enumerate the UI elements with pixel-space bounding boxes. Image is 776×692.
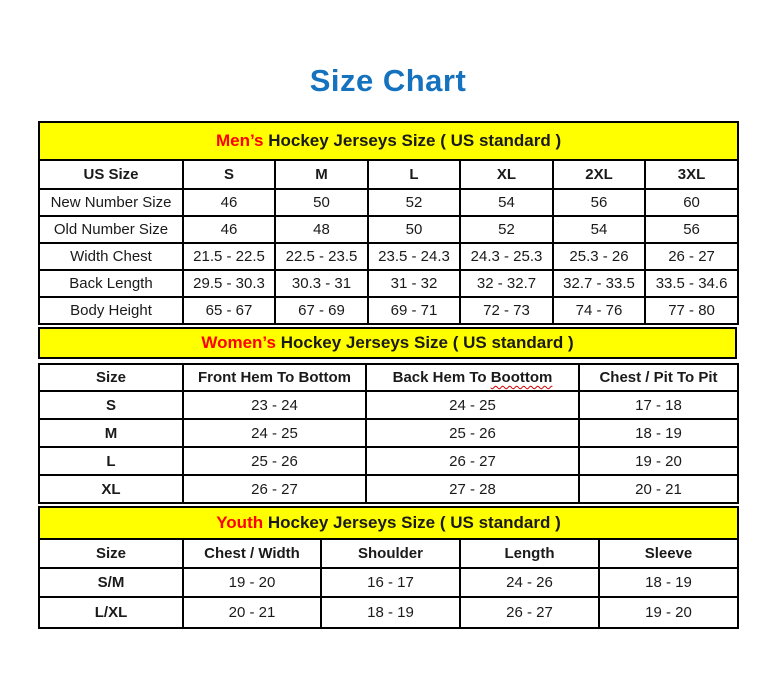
- size-value-cell: 54: [460, 189, 553, 216]
- row-label: M: [39, 419, 183, 447]
- size-value-cell: 33.5 - 34.6: [645, 270, 738, 297]
- size-value-cell: 18 - 19: [599, 568, 738, 597]
- column-header-text: Back Hem To: [392, 369, 491, 386]
- row-label: Back Length: [39, 270, 183, 297]
- row-label: Width Chest: [39, 243, 183, 270]
- size-value-cell: 20 - 21: [579, 475, 738, 503]
- size-value-cell: 23.5 - 24.3: [368, 243, 460, 270]
- section-header-row: [39, 122, 738, 160]
- size-value-cell: 21.5 - 22.5: [183, 243, 275, 270]
- womens-section-header: [39, 328, 736, 358]
- size-value-cell: 18 - 19: [321, 597, 460, 628]
- column-header: 3XL: [645, 160, 738, 189]
- mens-section-highlight: Men’s: [215, 131, 264, 150]
- size-value-cell: 50: [275, 189, 368, 216]
- size-value-cell: 74 - 76: [553, 297, 645, 324]
- size-value-cell: 16 - 17: [321, 568, 460, 597]
- size-value-cell: 56: [645, 216, 738, 243]
- table-row: [39, 597, 738, 628]
- column-header: Sleeve: [599, 539, 738, 568]
- table-row: [39, 297, 738, 324]
- size-value-cell: 17 - 18: [579, 391, 738, 419]
- size-value-cell: 50: [368, 216, 460, 243]
- table-header-row: [39, 539, 738, 568]
- table-header-row: [39, 364, 738, 391]
- size-value-cell: 48: [275, 216, 368, 243]
- size-value-cell: 26 - 27: [460, 597, 599, 628]
- size-value-cell: 65 - 67: [183, 297, 275, 324]
- column-header: [366, 364, 579, 391]
- mens-size-table: [38, 121, 739, 325]
- mens-section-header: [39, 122, 738, 160]
- column-header: Chest / Pit To Pit: [579, 364, 738, 391]
- size-value-cell: 52: [460, 216, 553, 243]
- row-label: Old Number Size: [39, 216, 183, 243]
- size-value-cell: 46: [183, 189, 275, 216]
- womens-section-title: Hockey Jerseys Size ( US standard ): [275, 333, 574, 352]
- size-value-cell: 77 - 80: [645, 297, 738, 324]
- size-chart: [38, 121, 737, 629]
- size-value-cell: 60: [645, 189, 738, 216]
- size-value-cell: 26 - 27: [645, 243, 738, 270]
- size-value-cell: 22.5 - 23.5: [275, 243, 368, 270]
- table-header-row: [39, 160, 738, 189]
- womens-section-highlight: Women’s: [201, 333, 276, 352]
- table-row: [39, 447, 738, 475]
- column-header: Shoulder: [321, 539, 460, 568]
- size-value-cell: 29.5 - 30.3: [183, 270, 275, 297]
- row-label: L/XL: [39, 597, 183, 628]
- size-value-cell: 24 - 25: [183, 419, 366, 447]
- size-value-cell: 24.3 - 25.3: [460, 243, 553, 270]
- row-label: S/M: [39, 568, 183, 597]
- size-value-cell: 54: [553, 216, 645, 243]
- womens-size-table: [38, 363, 739, 504]
- size-value-cell: 46: [183, 216, 275, 243]
- youth-section-header: [39, 507, 738, 539]
- size-value-cell: 25 - 26: [183, 447, 366, 475]
- row-label: Body Height: [39, 297, 183, 324]
- row-label: L: [39, 447, 183, 475]
- column-header: Chest / Width: [183, 539, 321, 568]
- row-label: XL: [39, 475, 183, 503]
- row-label: New Number Size: [39, 189, 183, 216]
- section-header-row: [39, 507, 738, 539]
- size-value-cell: 24 - 26: [460, 568, 599, 597]
- womens-section-band: [38, 327, 737, 359]
- size-value-cell: 18 - 19: [579, 419, 738, 447]
- table-row: [39, 243, 738, 270]
- size-value-cell: 19 - 20: [183, 568, 321, 597]
- size-value-cell: 20 - 21: [183, 597, 321, 628]
- column-header: Size: [39, 539, 183, 568]
- size-value-cell: 19 - 20: [579, 447, 738, 475]
- column-header: M: [275, 160, 368, 189]
- size-value-cell: 69 - 71: [368, 297, 460, 324]
- column-header: Length: [460, 539, 599, 568]
- column-header: US Size: [39, 160, 183, 189]
- size-value-cell: 31 - 32: [368, 270, 460, 297]
- youth-section-title: Hockey Jerseys Size ( US standard ): [263, 513, 561, 532]
- size-value-cell: 67 - 69: [275, 297, 368, 324]
- size-value-cell: 56: [553, 189, 645, 216]
- size-value-cell: 24 - 25: [366, 391, 579, 419]
- size-value-cell: 72 - 73: [460, 297, 553, 324]
- mens-section-title: Hockey Jerseys Size ( US standard ): [263, 131, 562, 150]
- size-value-cell: 26 - 27: [183, 475, 366, 503]
- size-value-cell: 32 - 32.7: [460, 270, 553, 297]
- table-row: [39, 475, 738, 503]
- misspelled-word: Boottom: [490, 369, 553, 386]
- table-row: [39, 568, 738, 597]
- row-label: S: [39, 391, 183, 419]
- page-title: Size Chart: [309, 63, 467, 98]
- section-header-row: [39, 328, 736, 358]
- table-row: [39, 216, 738, 243]
- size-value-cell: 25.3 - 26: [553, 243, 645, 270]
- table-row: [39, 391, 738, 419]
- size-value-cell: 27 - 28: [366, 475, 579, 503]
- column-header: 2XL: [553, 160, 645, 189]
- size-value-cell: 32.7 - 33.5: [553, 270, 645, 297]
- column-header: XL: [460, 160, 553, 189]
- youth-size-table: [38, 506, 739, 629]
- column-header: S: [183, 160, 275, 189]
- table-row: [39, 270, 738, 297]
- column-header: Size: [39, 364, 183, 391]
- table-row: [39, 419, 738, 447]
- size-value-cell: 23 - 24: [183, 391, 366, 419]
- size-value-cell: 25 - 26: [366, 419, 579, 447]
- youth-section-highlight: Youth: [216, 513, 264, 532]
- size-value-cell: 19 - 20: [599, 597, 738, 628]
- size-value-cell: 30.3 - 31: [275, 270, 368, 297]
- size-value-cell: 26 - 27: [366, 447, 579, 475]
- column-header: L: [368, 160, 460, 189]
- table-row: [39, 189, 738, 216]
- column-header: Front Hem To Bottom: [183, 364, 366, 391]
- size-value-cell: 52: [368, 189, 460, 216]
